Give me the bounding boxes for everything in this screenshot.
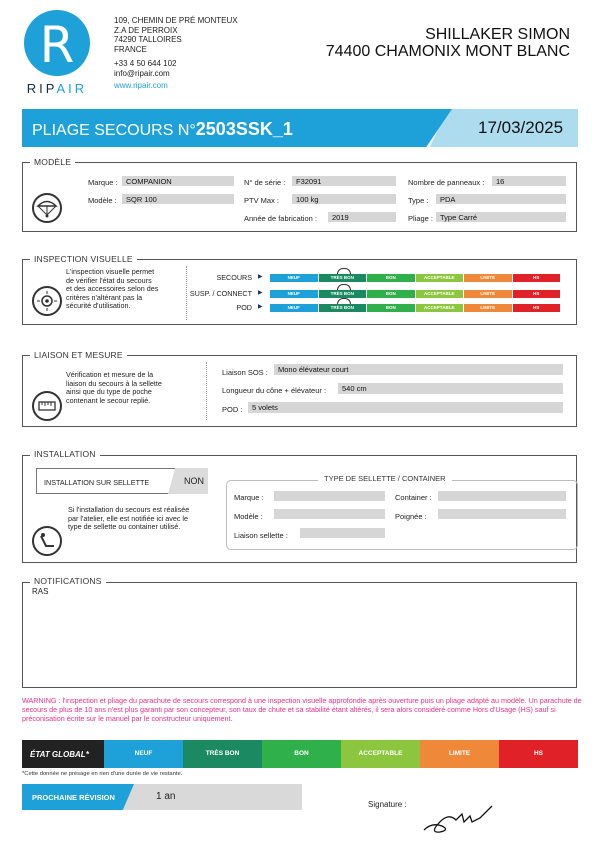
client-name: SHILLAKER SIMON [425, 26, 570, 43]
scale-cell[interactable]: HS [513, 304, 561, 312]
ripair-logo [24, 10, 90, 76]
marque-value: COMPANION [122, 176, 234, 186]
section-title: MODÈLE [30, 157, 75, 167]
container-label: Container : [395, 493, 432, 502]
selected-state-marker [337, 298, 351, 304]
pliage-label: Pliage : [408, 214, 434, 223]
scale-cell[interactable]: LIMITE [464, 290, 512, 298]
divider [206, 362, 208, 420]
scale-cell[interactable]: NEUF [270, 274, 318, 282]
text-line: contenant le secour replié. [66, 395, 151, 405]
container-value [438, 491, 566, 501]
section-edge [22, 582, 29, 688]
global-footnote: *Cette donnée ne présage en rien d'une durée de vie restante. [22, 771, 183, 777]
address-line: 74290 TALLOIRES [114, 35, 182, 44]
company-address [114, 16, 238, 91]
section-edge [22, 259, 29, 325]
scale-cell[interactable]: LIMITE [464, 274, 512, 282]
scale-cell[interactable]: BON [367, 304, 415, 312]
text-line: Vérification et mesure de la [66, 370, 154, 379]
title-number: 2503SSK_1 [195, 119, 293, 139]
poignee-value [438, 509, 566, 519]
sellette-box-title: TYPE DE SELLETTE / CONTAINER [318, 474, 452, 483]
section-title: INSPECTION VISUELLE [30, 254, 137, 264]
section-edge [22, 455, 29, 563]
panneaux-label: Nombre de panneaux : [408, 178, 485, 187]
address-line: 109, CHEMIN DE PRÉ MONTEUX [114, 16, 238, 25]
section-notifications [28, 582, 577, 688]
pod-value: 5 volets [248, 402, 563, 413]
longueur-value: 540 cm [338, 383, 563, 394]
scale-cell[interactable]: LIMITE [464, 304, 512, 312]
selected-state-marker [337, 268, 351, 274]
scale-cell[interactable]: TRÈS BON [319, 304, 367, 312]
text-line: critères n'altérant pas la [66, 292, 143, 302]
annee-value: 2019 [328, 212, 396, 222]
inspection-row-label: POD [236, 303, 252, 312]
modele-value: SQR 100 [122, 194, 234, 204]
scale-cell[interactable]: BON [367, 290, 415, 298]
inspection-row-label: SUSP. / CONNECT [189, 289, 252, 298]
scale-cell[interactable]: ACCEPTABLE [416, 290, 464, 298]
logo-wordmark [18, 81, 96, 96]
section-title: INSTALLATION [30, 449, 100, 459]
global-state-segment[interactable]: ACCEPTABLE [341, 740, 420, 768]
installation-description [68, 506, 218, 532]
global-state-segment[interactable]: NEUF [104, 740, 183, 768]
signature-label: Signature : [368, 800, 407, 809]
modele-label: Modèle : [88, 196, 117, 205]
panneaux-value: 16 [492, 176, 566, 186]
title-prefix: PLIAGE SECOURS N° [32, 122, 196, 139]
global-state-segment[interactable]: HS [499, 740, 578, 768]
harness-icon [32, 526, 62, 556]
arrow-icon: ▶ [258, 274, 263, 280]
liaison-sos-value: Mono élévateur court [274, 364, 563, 375]
liaison-description [66, 371, 184, 405]
address-line: FRANCE [114, 44, 147, 54]
serie-value: F32091 [292, 176, 396, 186]
logo-text-rip: RIP [26, 81, 57, 96]
global-state-label: ÉTAT GLOBAL* [30, 750, 89, 759]
logo-text-air: AIR [56, 81, 88, 96]
liaison-sellette-label: Liaison sellette : [234, 531, 288, 540]
liaison-sellette-value [300, 528, 385, 538]
scale-cell[interactable]: NEUF [270, 290, 318, 298]
global-state-segment[interactable]: TRÈS BON [183, 740, 262, 768]
annee-label: Année de fabrication : [244, 214, 317, 223]
selected-state-marker [337, 284, 351, 290]
scale-cell[interactable]: HS [513, 290, 561, 298]
text-line: de vérifier l'état du secours [66, 275, 152, 285]
company-phone: +33 4 50 644 102 [114, 59, 177, 68]
scale-cell[interactable]: ACCEPTABLE [416, 274, 464, 282]
text-line: type de sellette ou container utilisé. [68, 522, 181, 532]
sellette-modele-value [274, 509, 385, 519]
marque-label: Marque : [88, 178, 118, 187]
revision-label: PROCHAINE RÉVISION [32, 793, 115, 802]
text-line: ainsi que du type de poche [66, 387, 152, 397]
client-block [326, 26, 570, 60]
measure-icon [32, 391, 62, 421]
address-line: Z.A DE PERROIX [114, 25, 178, 35]
section-title: LIAISON ET MESURE [30, 350, 127, 360]
section-title: NOTIFICATIONS [30, 576, 106, 586]
sellette-marque-label: Marque : [234, 493, 264, 502]
parachute-icon [32, 193, 62, 223]
sellette-modele-label: Modèle : [234, 512, 263, 521]
inspection-description [66, 268, 184, 311]
sellette-marque-value [274, 491, 385, 501]
scale-cell[interactable]: HS [513, 274, 561, 282]
longueur-label: Longueur du cône + élévateur : [222, 386, 327, 395]
text-line: Si l'installation du secours est réalisée [68, 505, 190, 514]
notifications-text: RAS [32, 587, 49, 596]
global-state-segment[interactable]: LIMITE [420, 740, 499, 768]
ptv-value: 100 kg [292, 194, 396, 204]
text-line: sécurité d'utilisation. [66, 301, 131, 311]
scale-cell[interactable]: TRÈS BON [319, 290, 367, 298]
type-label: Type : [408, 196, 429, 205]
serie-label: N° de série : [244, 178, 286, 187]
text-line: L'inspection visuelle permet [66, 267, 155, 276]
liaison-sos-label: Liaison SOS : [222, 368, 268, 377]
signature-image [420, 800, 500, 836]
installation-box-value: NON [184, 476, 204, 486]
warning-text: WARNING : l'inspection et pliage du parachute de secours correspond à une inspection visuelle approfondie après ouverture puis un pliage adapté au modèle. Un parachute de secours de plus de 10 ans n'est plus garanti par son concepteur, son taux de chute et sa stabilité étant altérés, il sera alors considéré comme Hors d'Usage (HS) sauf si préconisation écrite sur le manuel par le constructeur uniquement. [22, 696, 582, 723]
arrow-icon: ▶ [258, 290, 263, 296]
scale-cell[interactable]: ACCEPTABLE [416, 304, 464, 312]
text-line: liaison du secours à la sellette [66, 378, 162, 388]
inspection-row-label: SECOURS [216, 273, 252, 282]
page-title [32, 119, 293, 140]
scale-cell[interactable]: NEUF [270, 304, 318, 312]
section-edge [22, 162, 29, 232]
global-state-segment[interactable]: BON [262, 740, 341, 768]
inspection-icon [32, 286, 62, 316]
company-email[interactable]: info@ripair.com [114, 68, 170, 78]
text-line: et des accessoires selon des [66, 284, 159, 294]
scale-cell[interactable]: TRÈS BON [319, 274, 367, 282]
scale-cell[interactable]: BON [367, 274, 415, 282]
logo-letter: R [39, 16, 75, 74]
ptv-label: PTV Max : [244, 196, 280, 205]
poignee-label: Poignée : [395, 512, 427, 521]
section-edge [22, 355, 29, 427]
pod-label: POD : [222, 405, 243, 414]
installation-box-label: INSTALLATION SUR SELLETTE [44, 478, 150, 487]
company-website[interactable]: www.ripair.com [114, 81, 168, 90]
revision-value: 1 an [156, 791, 176, 802]
arrow-icon: ▶ [258, 304, 263, 310]
title-date: 17/03/2025 [478, 118, 564, 137]
type-value: PDA [436, 194, 566, 204]
pliage-value: Type Carré [436, 212, 566, 222]
client-city: 74400 CHAMONIX MONT BLANC [325, 43, 570, 60]
text-line: par l'atelier, elle est notifiée ici avec le [68, 513, 189, 523]
